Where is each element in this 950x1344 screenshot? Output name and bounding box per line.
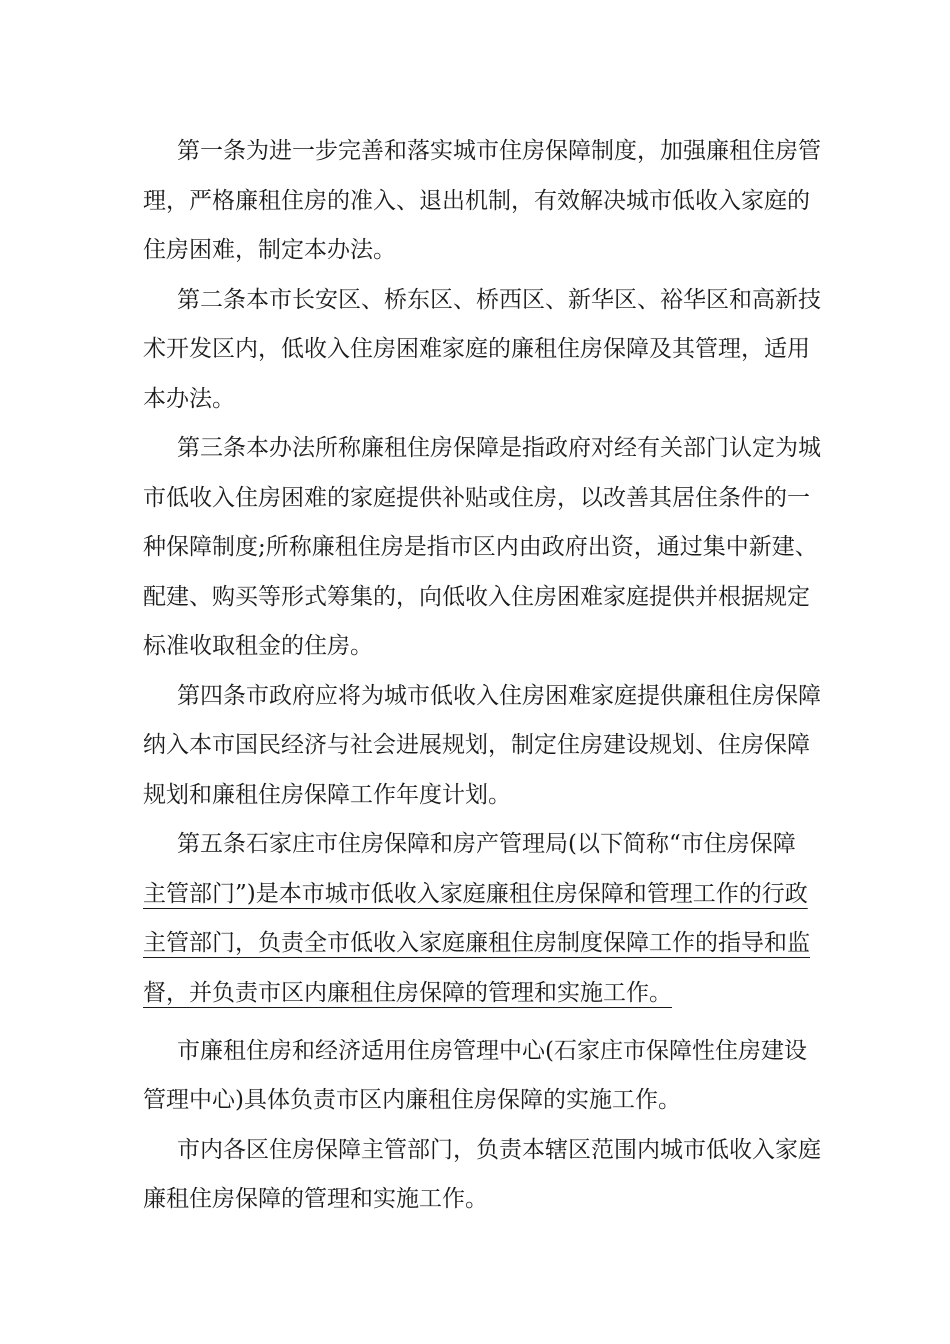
paragraph-text: 主管部门，负责全市低收入家庭廉租住房制度保障工作的指导和监: [143, 930, 810, 956]
paragraph-line: [0, 1179, 950, 1219]
paragraph-text: 第四条市政府应将为城市低收入住房困难家庭提供廉租住房保障: [177, 683, 821, 709]
paragraph-text: 市廉租住房和经济适用住房管理中心(石家庄市保障性住房建设: [177, 1038, 807, 1064]
paragraph-line: [0, 428, 950, 468]
paragraph-text: 市低收入住房困难的家庭提供补贴或住房，以改善其居住条件的一: [143, 485, 810, 511]
paragraph-text: 标准收取租金的住房。: [143, 633, 373, 659]
paragraph-line: [0, 775, 950, 815]
paragraph-text: 第五条石家庄市住房保障和房产管理局(以下简称“市住房保障: [177, 831, 796, 857]
paragraph-line: [0, 230, 950, 270]
paragraph-line: [0, 824, 950, 864]
paragraph-text: 第二条本市长安区、桥东区、桥西区、新华区、裕华区和高新技: [177, 287, 821, 313]
paragraph-line: [0, 329, 950, 369]
paragraph-text: 主管部门”)是本市城市低收入家庭廉租住房保障和管理工作的行政: [143, 881, 808, 907]
paragraph-line-underlined: [0, 874, 950, 914]
paragraph-line: [0, 676, 950, 716]
paragraph-line: [0, 577, 950, 617]
paragraph-text: 纳入本市国民经济与社会进展规划，制定住房建设规划、住房保障: [143, 732, 810, 758]
paragraph-text: 管理中心)具体负责市区内廉租住房保障的实施工作。: [143, 1087, 681, 1113]
paragraph-text: 住房困难，制定本办法。: [143, 237, 396, 263]
paragraph-line: [0, 1080, 950, 1120]
paragraph-text: 配建、购买等形式筹集的，向低收入住房困难家庭提供并根据规定: [143, 584, 810, 610]
paragraph-line: [0, 626, 950, 666]
paragraph-line: [0, 527, 950, 567]
paragraph-text: 理，严格廉租住房的准入、退出机制，有效解决城市低收入家庭的: [143, 188, 810, 214]
paragraph-line: [0, 280, 950, 320]
paragraph-text: 廉租住房保障的管理和实施工作。: [143, 1186, 488, 1212]
paragraph-text: 第三条本办法所称廉租住房保障是指政府对经有关部门认定为城: [177, 435, 821, 461]
paragraph-line: [0, 478, 950, 518]
paragraph-text: 市内各区住房保障主管部门，负责本辖区范围内城市低收入家庭: [177, 1137, 821, 1163]
paragraph-line-underlined: [0, 923, 950, 963]
paragraph-text: 督，并负责市区内廉租住房保障的管理和实施工作。: [143, 980, 672, 1006]
paragraph-line: [0, 181, 950, 221]
paragraph-line: [0, 1130, 950, 1170]
paragraph-text: 术开发区内，低收入住房困难家庭的廉租住房保障及其管理，适用: [143, 336, 810, 362]
paragraph-line: [0, 725, 950, 765]
paragraph-line: [0, 131, 950, 171]
paragraph-line-underlined: [0, 973, 950, 1013]
paragraph-line: [0, 1031, 950, 1071]
paragraph-text: 规划和廉租住房保障工作年度计划。: [143, 782, 511, 808]
paragraph-text: 本办法。: [143, 386, 235, 412]
paragraph-line: [0, 379, 950, 419]
paragraph-text: 第一条为进一步完善和落实城市住房保障制度，加强廉租住房管: [177, 138, 821, 164]
paragraph-text: 种保障制度;所称廉租住房是指市区内由政府出资，通过集中新建、: [143, 534, 818, 560]
